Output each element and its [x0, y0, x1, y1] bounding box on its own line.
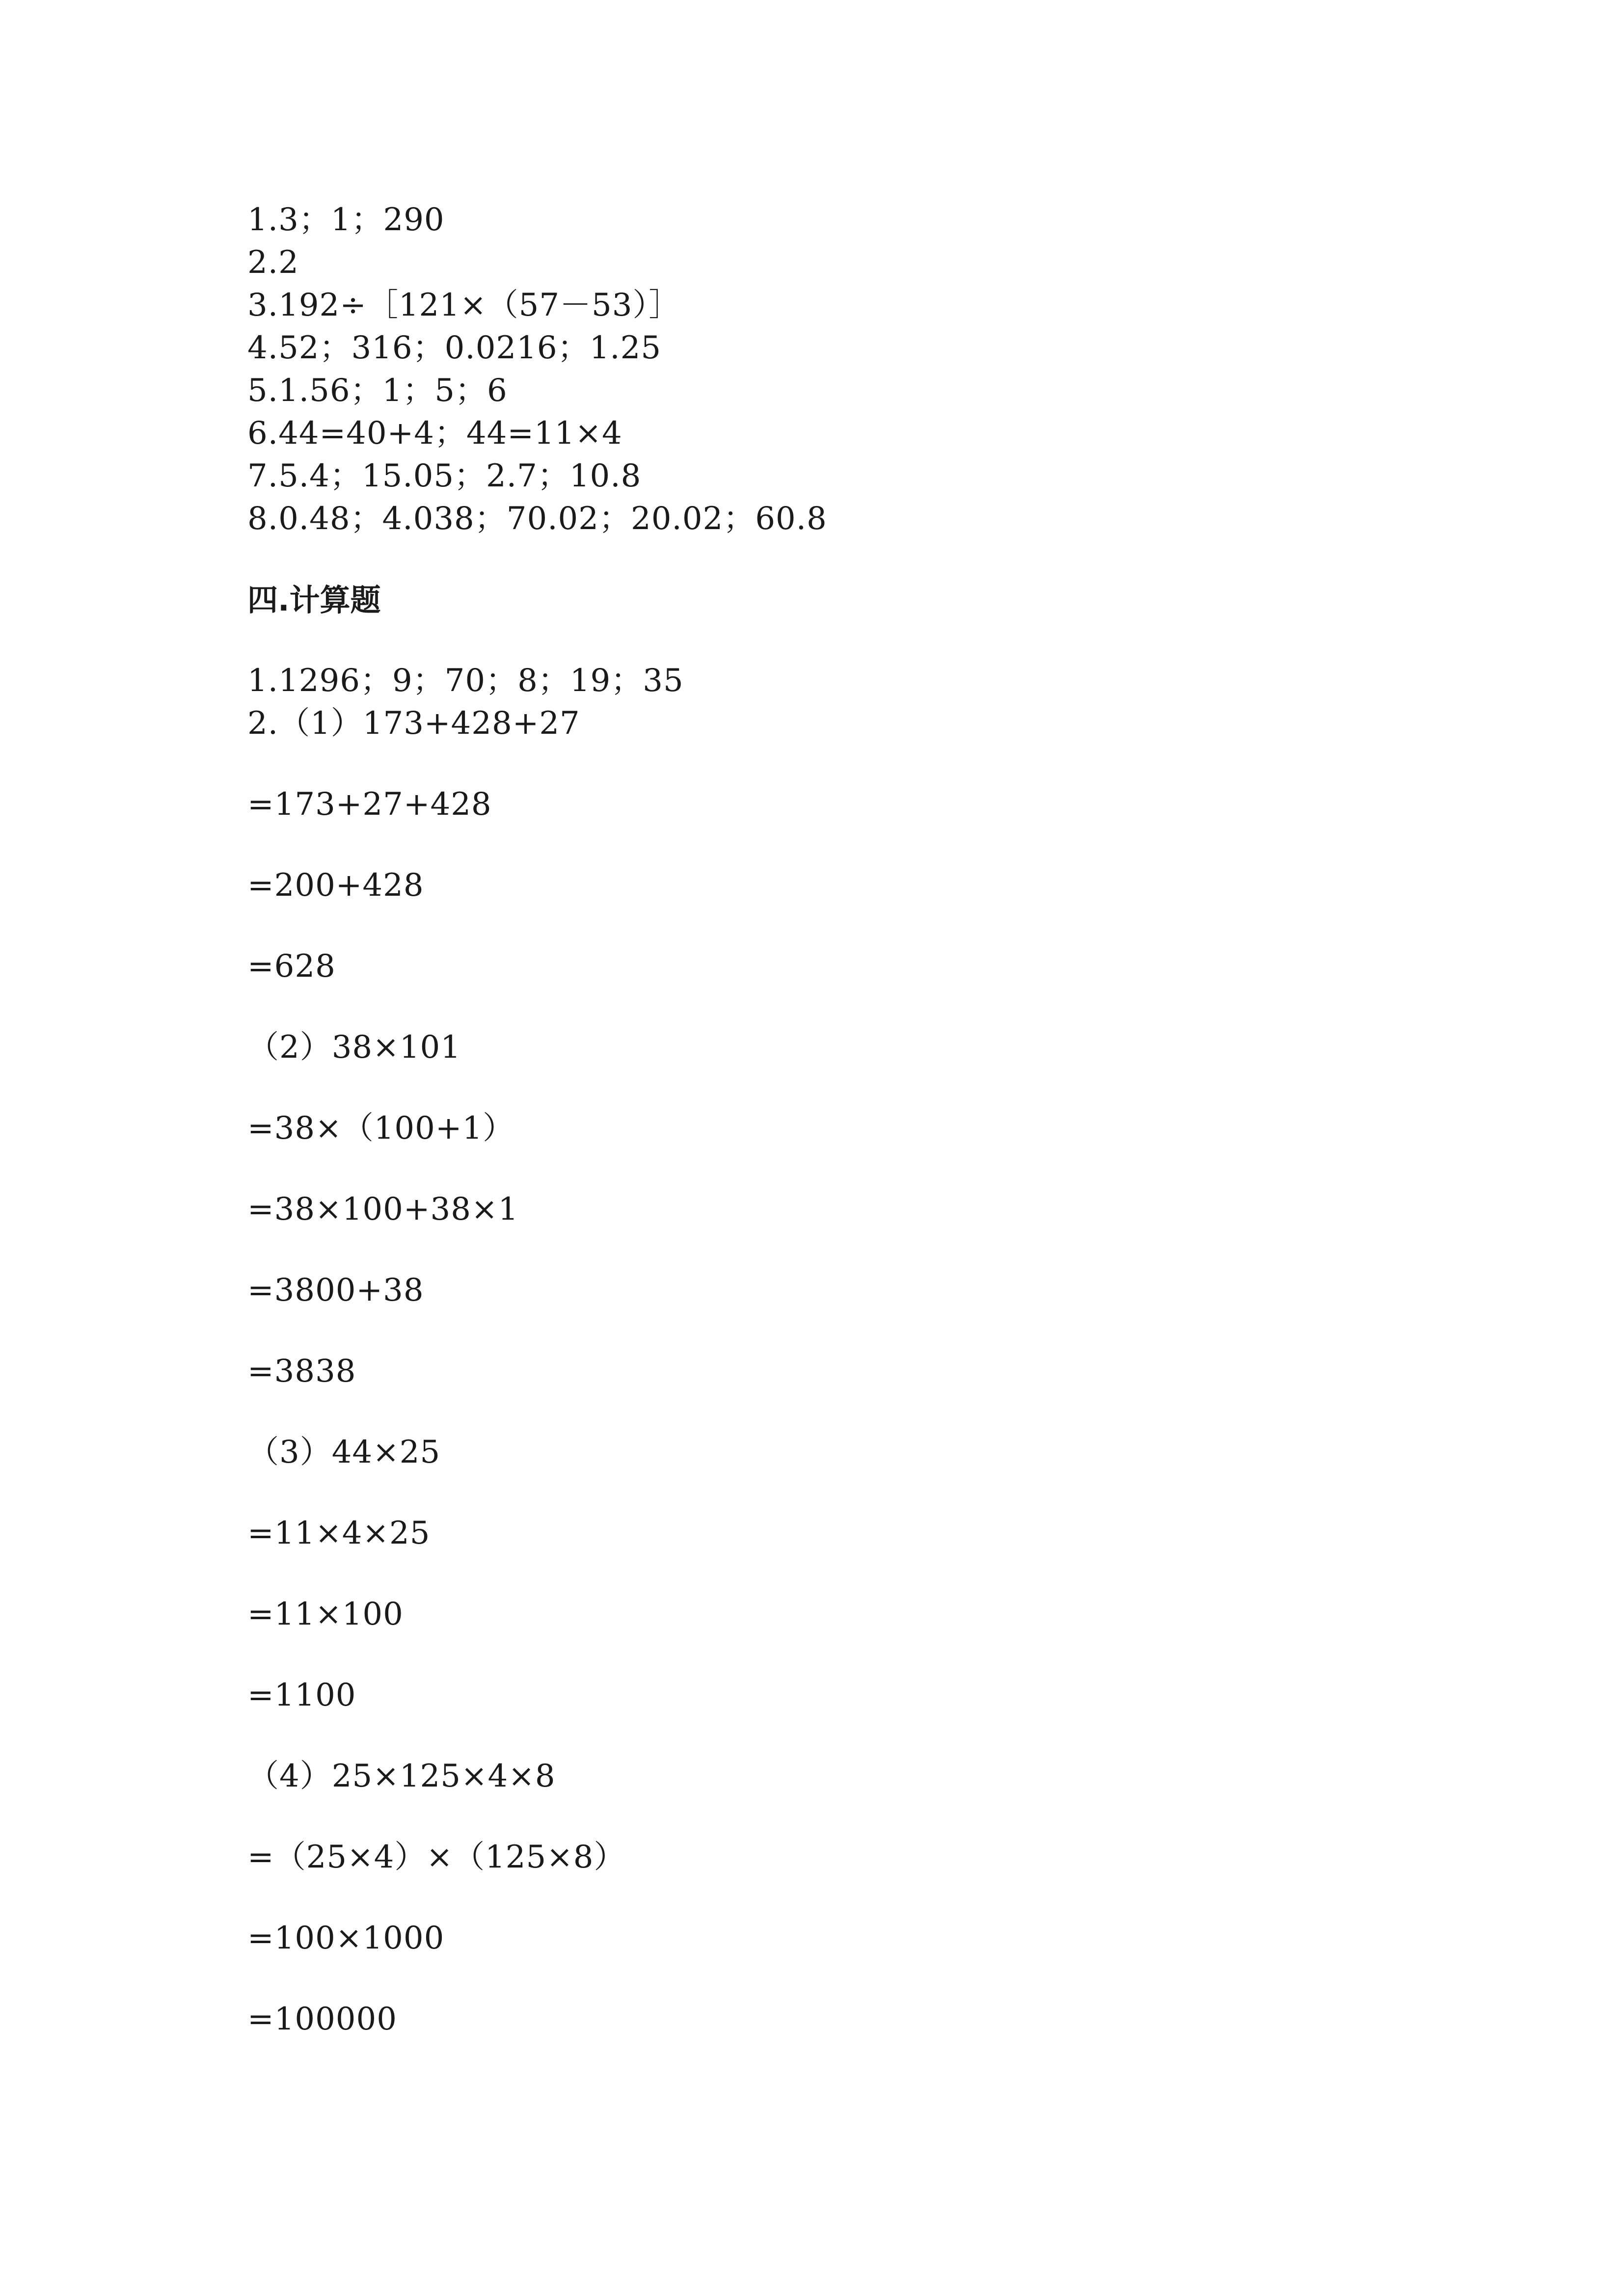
- answer-line-7: 7.5.4；15.05；2.7；10.8: [247, 458, 642, 494]
- calc-step: （2）38×101: [247, 1029, 461, 1066]
- calc-step: =11×100: [247, 1596, 404, 1632]
- answer-line-6: 6.44=40+4；44=11×4: [247, 415, 623, 452]
- answer-line-8: 8.0.48；4.038；70.02；20.02；60.8: [247, 501, 827, 537]
- answer-line-3: 3.192÷［121×（57－53）］: [247, 287, 681, 323]
- calc-step: =38×（100+1）: [247, 1110, 515, 1147]
- answer-line-5: 5.1.56；1；5；6: [247, 373, 508, 409]
- answer-line-4: 4.52；316；0.0216；1.25: [247, 330, 662, 366]
- calc-step: =1100: [247, 1677, 356, 1713]
- calc-step: =（25×4）×（125×8）: [247, 1839, 626, 1875]
- answer-line-1: 1.3；1；290: [247, 202, 445, 238]
- calc-question-2-intro: 2.（1）173+428+27: [247, 705, 580, 742]
- calc-step: =38×100+38×1: [247, 1191, 519, 1228]
- calc-step: =3800+38: [247, 1272, 424, 1308]
- calc-step: =200+428: [247, 867, 424, 904]
- calc-step: =100000: [247, 2001, 397, 2037]
- calc-answer-1: 1.1296；9；70；8；19；35: [247, 663, 684, 699]
- calc-step: （4）25×125×4×8: [247, 1758, 556, 1794]
- calc-step: =100×1000: [247, 1920, 445, 1956]
- calc-step: =11×4×25: [247, 1515, 431, 1551]
- calc-step: （3）44×25: [247, 1434, 441, 1470]
- calc-step: =3838: [247, 1353, 356, 1389]
- answer-line-2: 2.2: [247, 244, 299, 281]
- calc-step: =173+27+428: [247, 786, 492, 823]
- calc-step: =628: [247, 948, 336, 985]
- section-heading: 四.计算题: [247, 582, 381, 618]
